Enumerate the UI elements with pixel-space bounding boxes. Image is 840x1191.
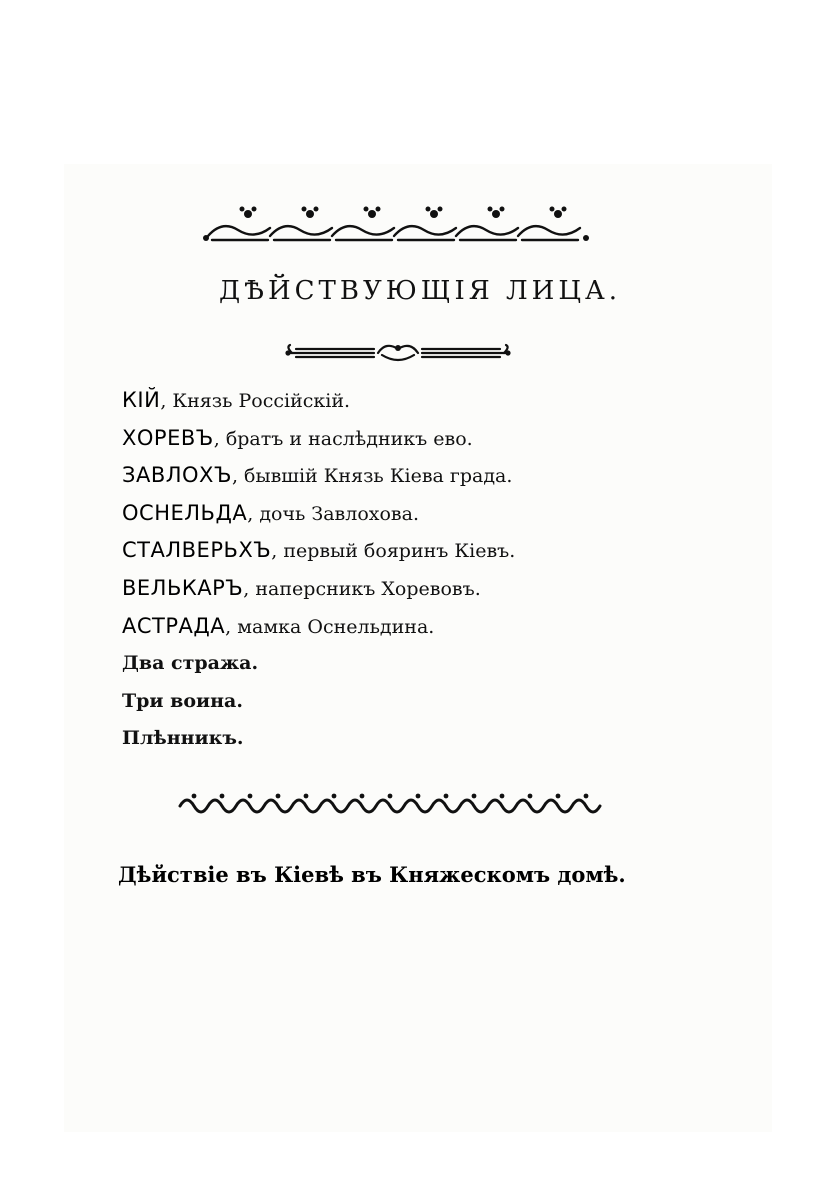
character-description: , братъ и наслѣдникъ ево. [213,427,473,450]
cast-entry-prisoner [122,720,515,758]
character-group: Три воина. [122,689,243,712]
wave-ornament-icon [172,788,616,820]
character-name: ЗАВЛОХЪ [122,463,232,488]
character-description: , первый бояринъ Кіевъ. [271,540,516,563]
character-description: , наперсникъ Хоревовъ. [243,577,481,600]
character-group: Плѣнникъ. [122,727,244,750]
cast-entry-astrada [122,608,515,646]
rule-ornament-icon [282,340,514,366]
cast-entry-warriors [122,683,515,721]
cast-heading: ДѢЙСТВУЮЩІЯ ЛИЦА. [219,276,621,306]
character-group: Два стража. [122,652,259,675]
floral-vine-ornament-icon [200,200,592,248]
character-name: ВЕЛЬКАРЪ [122,575,244,600]
cast-entry-osnelda [122,495,515,533]
cast-entry-velkar [122,570,515,608]
cast-entry-stalverkh [122,532,515,570]
character-name: КІЙ [122,388,161,412]
character-name: СТАЛВЕРЬХЪ [122,538,272,563]
cast-entry-guards [122,645,515,683]
character-description: , дочь Завлохова. [247,502,419,525]
character-name: ОСНЕЛЬДА [122,500,248,525]
character-description: , бывшій Князь Кіева града. [231,465,513,488]
cast-entry-khorev [122,420,515,458]
character-description: , Князь Россійскій. [160,390,351,412]
cast-entry-kiy [122,382,515,420]
character-name: АСТРАДА [122,613,226,638]
character-description: , мамка Оснельдина. [225,615,435,638]
setting-line: Дѣйствіе въ Кіевѣ въ Княжескомъ домѣ. [118,862,626,887]
character-name: ХОРЕВЪ [122,425,214,450]
cast-list [122,382,515,758]
cast-entry-zavlokh [122,457,515,495]
